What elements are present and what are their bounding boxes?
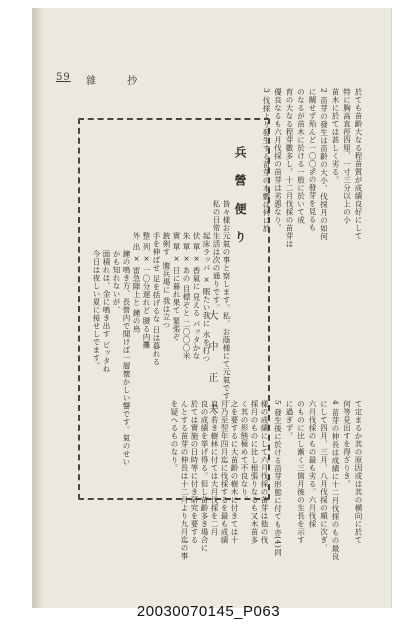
- text-column: に過ぎず。: [285, 400, 294, 440]
- text-column: く其の形態極めて不良なり。: [240, 400, 249, 504]
- box-text-line: 整 列 × 一〇分遅れど 腰る内攤: [142, 232, 151, 350]
- text-column: 特に胸高直徑四厘、一寸三分以上の小: [342, 88, 352, 224]
- box-author: 大 中 正 夫: [206, 310, 217, 423]
- text-column: んとする苗芽の伸長は十二月より九月迄の事: [180, 400, 189, 560]
- box-text-line: かも知れないが、: [112, 250, 121, 314]
- box-text-line: 鐘の鳴き方、長營内で聞けば一層懷かしい響です。氣のせい: [122, 250, 131, 466]
- box-text-line: 私の日常生活は次の通りです。: [212, 200, 221, 312]
- text-column: 於ては實施の日時等に付き研究を要する: [190, 400, 199, 544]
- text-column: 4 苗芽の伸長は成績に十二月伐採のもの最良: [331, 400, 340, 561]
- text-column: て定まるか其の原因或は其の横向に於て: [354, 400, 363, 544]
- section-title: 雜 抄: [86, 76, 152, 87]
- text-column: のものに比し漸く三箇月後の生長を示す: [296, 400, 306, 544]
- text-column: 何等見出すを得ざりき。: [342, 400, 352, 488]
- text-column: にして四月、三月、八月伐採の順に次ぎ、: [319, 400, 329, 552]
- soldier-letter-box: [78, 118, 270, 500]
- box-text-line: 外 出 × 雷急陣上と 鐘の鳥: [132, 232, 141, 334]
- text-column: 六月伐採のもの最も劣る。六月伐採: [308, 400, 317, 528]
- text-column: 優良なるも六月伐採の苗芽は劣悪なり。: [273, 88, 283, 232]
- box-text-line: 伏 單 × 香氣に 見える パッタかな: [192, 232, 201, 360]
- text-column: を疑へるものなり。: [170, 400, 179, 472]
- box-text-line: 朱 單 × あの 目標ぞと 二〇〇〇米: [182, 232, 191, 360]
- box-text-line: 面積れは、金に鳴き出す ピッタね: [102, 250, 111, 373]
- box-text-line: 皆々樣お元氣の事と察します。私、お蔭様にて元氣です。: [222, 200, 231, 408]
- text-column: 苗木に於ては甚しく劣る。: [331, 88, 340, 184]
- box-text-line: 手を伸ばせ 足を括げるな 日は暮れる: [152, 232, 161, 366]
- page-spine-shadow: [33, 8, 43, 608]
- text-column: 樣の成績にして六月伐採の苗芽は他の伐: [260, 400, 269, 544]
- text-column: のなるが苗木に於ける一般に於いて成: [296, 88, 306, 224]
- box-text-line: 銃剣す 腹兵場に 我は立つ: [162, 232, 171, 329]
- text-column: 於ても苗齡大なる程苗質が成績良好にして: [354, 88, 363, 240]
- text-column: 2 苗芽の發生は苗齡の大小、伐採月の如何: [319, 88, 329, 241]
- box-text-line: 今日は夜しい夏に接せしでます。: [92, 250, 101, 370]
- text-column: 育の大なる程芽數多し。十二月伐採の苗芽は: [285, 88, 294, 248]
- text-column: 良の成績を挙げ得る。但し苗齡多き場合に: [200, 400, 209, 552]
- text-column: 採月のものに比し根張りなるも又木苗多: [250, 400, 259, 544]
- box-title: 兵 營 便 り: [233, 146, 247, 249]
- text-column: 月乃至翌年四月迄に伐採するを最も成績: [220, 400, 229, 544]
- text-column: 良く若き樹林に付ては大月伐採を二月: [210, 400, 219, 536]
- text-column: 5 發生後に於ける苗芽形態に付ても亦(4)同: [273, 400, 283, 557]
- box-text-line: 實 單 × 日に暮れ果て 緊張ぞ: [172, 232, 181, 342]
- text-column: に關せず殆んど一〇〇%の發芽を見るも: [308, 88, 317, 232]
- image-caption: 20030070145_P063: [136, 603, 281, 620]
- box-text-line: 起床ラッパ × 眠たい我に 水を打つ: [202, 232, 211, 363]
- text-column: 之を要するに大苗齡の樹木に付きては十: [230, 400, 239, 544]
- running-header: [56, 72, 176, 86]
- text-column: 3 伐採より發生する苗芽の本數は何に於: [262, 88, 271, 233]
- page-number: 59: [56, 72, 71, 83]
